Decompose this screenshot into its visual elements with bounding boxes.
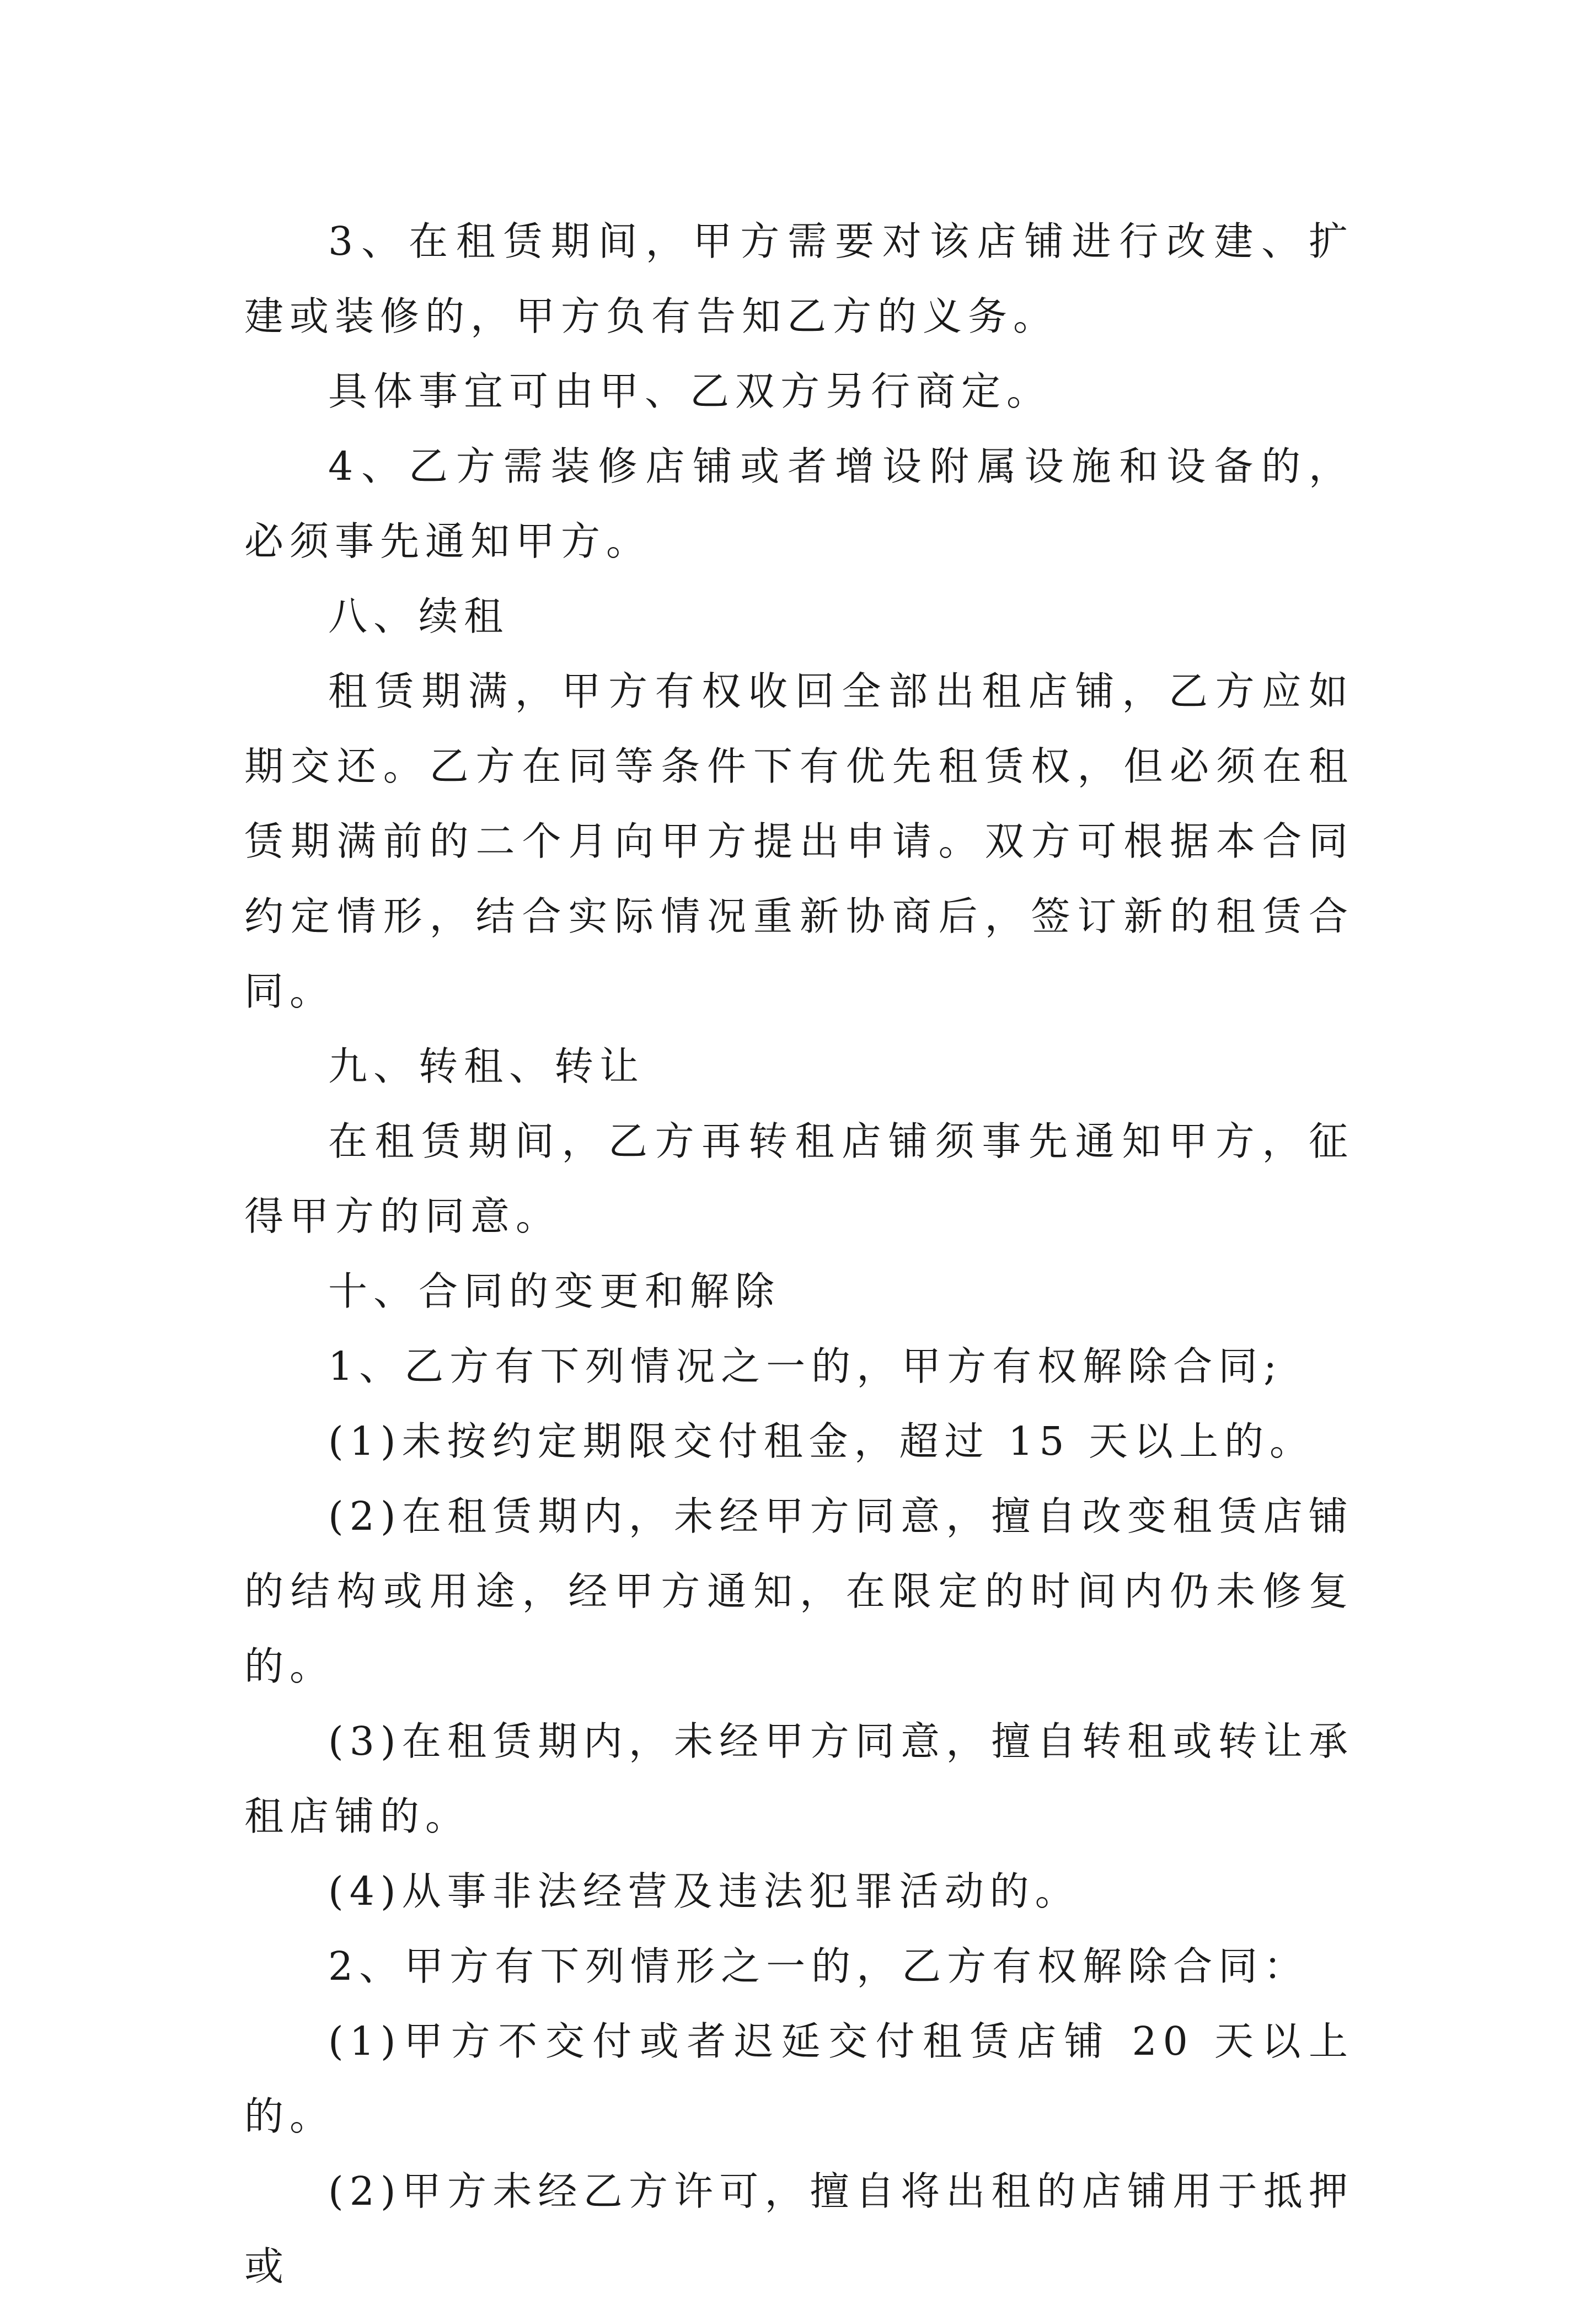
list-item: (4)从事非法经营及违法犯罪活动的。 <box>328 1868 1080 1914</box>
document-body <box>244 204 1354 2304</box>
list-item: (2)甲方未经乙方许可，擅自将出租的店铺用于抵押或 <box>244 2168 1354 2289</box>
paragraph: 租赁期满，甲方有权收回全部出租店铺，乙方应如期交还。乙方在同等条件下有优先租赁权，但必须在租赁期满前的二个月向甲方提出申请。双方可根据本合同约定情形，结合实际情况重新协商后，签订新的租赁合同。 <box>244 668 1354 1014</box>
list-item: (1)甲方不交付或者迟延交付租赁店铺 20 天以上的。 <box>244 2018 1354 2139</box>
paragraph: 4、乙方需装修店铺或者增设附属设施和设备的，必须事先通知甲方。 <box>244 443 1354 564</box>
list-item: (3)在租赁期内，未经甲方同意，擅自转租或转让承租店铺的。 <box>244 1718 1354 1839</box>
paragraph: 具体事宜可由甲、乙双方另行商定。 <box>328 368 1052 414</box>
list-item: (1)未按约定期限交付租金，超过 15 天以上的。 <box>328 1418 1315 1464</box>
paragraph: 在租赁期间，乙方再转租店铺须事先通知甲方，征得甲方的同意。 <box>244 1118 1354 1239</box>
section-heading: 九、转租、转让 <box>328 1043 645 1089</box>
section-heading: 八、续租 <box>328 593 510 639</box>
section-heading: 十、合同的变更和解除 <box>328 1268 781 1314</box>
paragraph: 1、乙方有下列情况之一的，甲方有权解除合同; <box>328 1343 1283 1389</box>
paragraph: 3、在租赁期间，甲方需要对该店铺进行改建、扩建或装修的，甲方负有告知乙方的义务。 <box>244 218 1354 339</box>
paragraph: 2、甲方有下列情形之一的，乙方有权解除合同： <box>328 1943 1309 1989</box>
list-item: (2)在租赁期内，未经甲方同意，擅自改变租赁店铺的结构或用途，经甲方通知，在限定的时间内仍未修复的。 <box>244 1493 1354 1689</box>
